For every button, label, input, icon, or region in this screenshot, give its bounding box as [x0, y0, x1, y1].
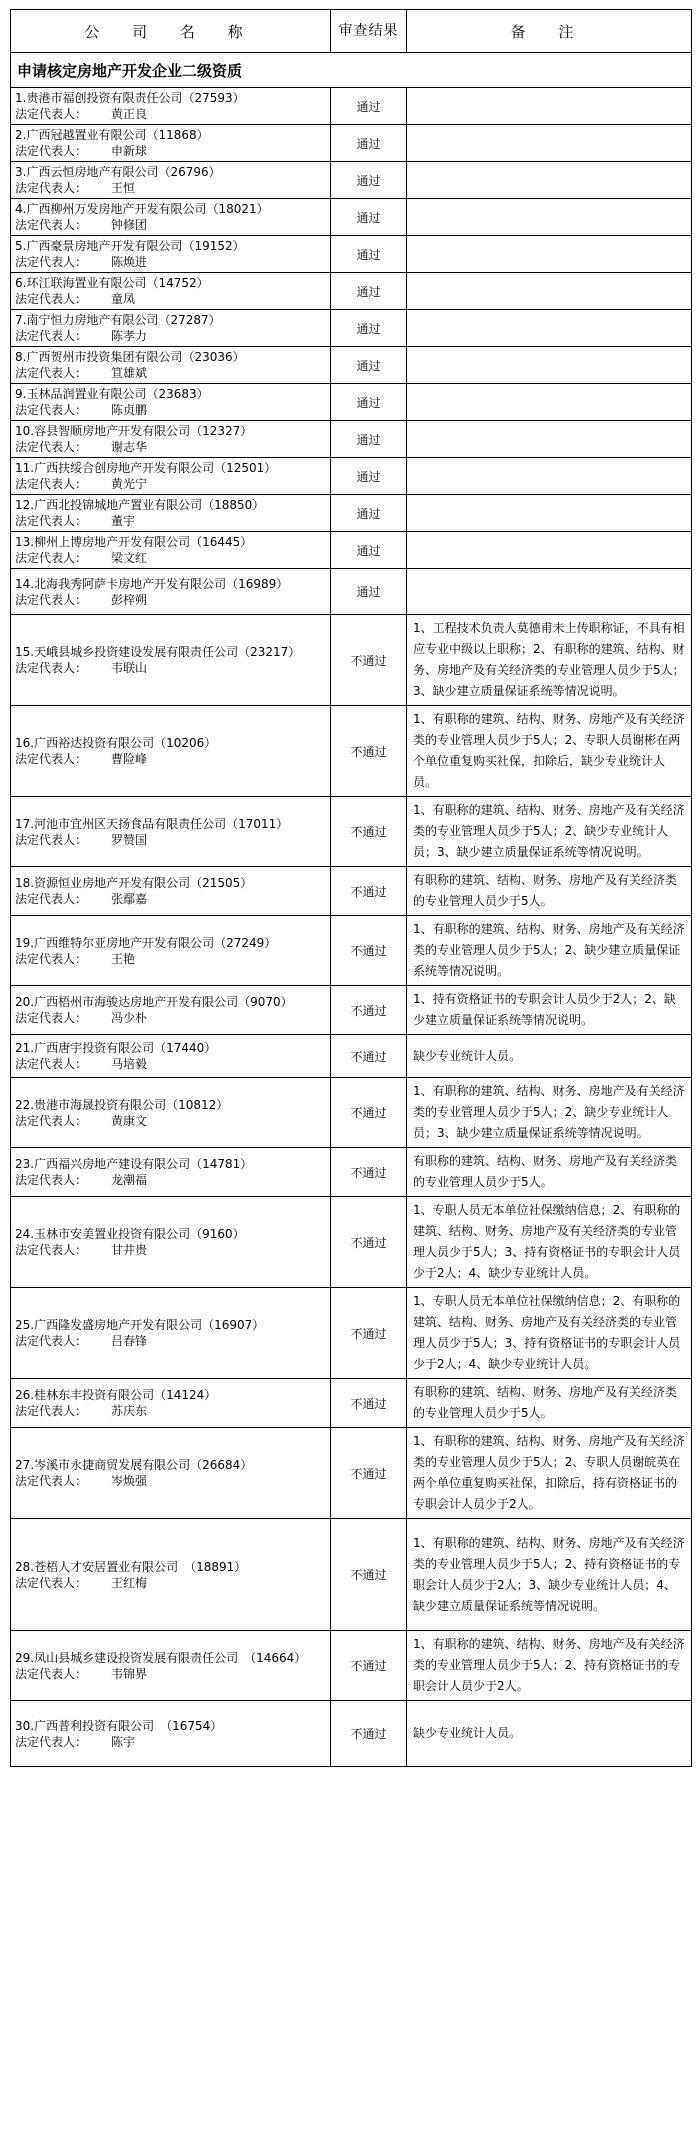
- table-row: [11, 199, 692, 236]
- result-cell: 不通过: [331, 1197, 407, 1288]
- legal-rep: [15, 1666, 326, 1682]
- remarks-cell: 1、有职称的建筑、结构、财务、房地产及有关经济类的专业管理人员少于5人；2、专职人员谢皖英在两个单位重复购买社保，扣除后，持有资格证书的专职会计人员少于2人。: [407, 1428, 692, 1519]
- legal-rep-name: 吕春锋: [111, 1334, 148, 1348]
- result-cell: 通过: [331, 88, 407, 125]
- legal-rep-label: 法定代表人：: [15, 292, 88, 306]
- table-row: [11, 458, 692, 495]
- result-cell: 通过: [331, 162, 407, 199]
- legal-rep: [15, 291, 326, 307]
- legal-rep-label: 法定代表人：: [15, 661, 88, 675]
- company-cell: [11, 1379, 331, 1428]
- table-row: [11, 88, 692, 125]
- company-cell: [11, 1428, 331, 1519]
- company-cell: [11, 706, 331, 797]
- remarks-cell: 1、专职人员无本单位社保缴纳信息；2、有职称的建筑、结构、财务、房地产及有关经济类的专业管理人员少于5人；3、持有资格证书的专职会计人员少于2人；4、缺少专业统计人员。: [407, 1288, 692, 1379]
- legal-rep: [15, 1172, 326, 1188]
- legal-rep-label: 法定代表人：: [15, 1334, 88, 1348]
- company-name: 8.广西贺州市投资集团有限公司（23036）: [15, 350, 245, 364]
- legal-rep-name: 陈焕进: [111, 255, 148, 269]
- company-cell: [11, 569, 331, 615]
- company-cell: [11, 916, 331, 986]
- company-cell: [11, 1701, 331, 1767]
- legal-rep-label: 法定代表人：: [15, 832, 88, 847]
- company-cell: [11, 1035, 331, 1078]
- legal-rep-name: 谢志华: [111, 440, 148, 454]
- legal-rep-name: 韦锦界: [111, 1666, 148, 1681]
- legal-rep-label: 法定代表人：: [15, 892, 88, 906]
- result-cell: 不通过: [331, 916, 407, 986]
- legal-rep-label: 法定代表人：: [15, 1575, 88, 1590]
- header-result: 审查结果: [331, 10, 407, 53]
- legal-rep: [15, 1734, 326, 1750]
- remarks-cell: [407, 458, 692, 495]
- remarks-cell: 有职称的建筑、结构、财务、房地产及有关经济类的专业管理人员少于5人。: [407, 1148, 692, 1197]
- table-row: [11, 706, 692, 797]
- company-cell: [11, 532, 331, 569]
- legal-rep: [15, 254, 326, 270]
- result-cell: 通过: [331, 347, 407, 384]
- legal-rep: [15, 439, 326, 455]
- company-name: 11.广西扶绥合创房地产开发有限公司（12501）: [15, 461, 277, 475]
- section-title: 申请核定房地产开发企业二级资质: [11, 53, 692, 88]
- remarks-cell: [407, 495, 692, 532]
- legal-rep-label: 法定代表人：: [15, 514, 88, 528]
- legal-rep-label: 法定代表人：: [15, 1734, 88, 1749]
- company-name: 13.柳州上博房地产开发有限公司（16445）: [15, 535, 253, 549]
- legal-rep-name: 黄康文: [111, 1113, 148, 1128]
- table-row: [11, 347, 692, 384]
- remarks-cell: 有职称的建筑、结构、财务、房地产及有关经济类的专业管理人员少于5人。: [407, 1379, 692, 1428]
- table-row: [11, 1379, 692, 1428]
- legal-rep-name: 岑焕强: [111, 1474, 148, 1488]
- result-cell: 不通过: [331, 615, 407, 706]
- legal-rep: [15, 1473, 326, 1489]
- company-cell: [11, 1197, 331, 1288]
- table-row: [11, 1428, 692, 1519]
- result-cell: 通过: [331, 125, 407, 162]
- legal-rep-name: 王恒: [111, 181, 136, 195]
- legal-rep: [15, 476, 326, 492]
- legal-rep-label: 法定代表人：: [15, 329, 88, 343]
- result-cell: 通过: [331, 495, 407, 532]
- company-name: 10.容县智顺房地产开发有限公司（12327）: [15, 424, 253, 438]
- legal-rep: [15, 751, 326, 767]
- legal-rep-name: 陈孝力: [111, 329, 148, 343]
- company-name: 22.贵港市海晟投资有限公司（10812）: [15, 1097, 229, 1112]
- legal-rep: [15, 365, 326, 381]
- company-name: 25.广西隆发盛房地产开发有限公司（16907）: [15, 1318, 265, 1332]
- table-row: [11, 1288, 692, 1379]
- table-row: [11, 384, 692, 421]
- remarks-cell: [407, 162, 692, 199]
- legal-rep-name: 苏庆东: [111, 1404, 148, 1418]
- legal-rep: [15, 217, 326, 233]
- remarks-cell: [407, 310, 692, 347]
- company-name: 18.资源恒业房地产开发有限公司（21505）: [15, 876, 253, 890]
- remarks-cell: 1、工程技术负责人莫德甫未上传职称证，不具有相应专业中级以上职称；2、有职称的建筑、结构、财务、房地产及有关经济类的专业管理人员少于5人；3、缺少建立质量保证系统等情况说明。: [407, 615, 692, 706]
- legal-rep-label: 法定代表人：: [15, 1666, 88, 1681]
- legal-rep-label: 法定代表人：: [15, 144, 88, 158]
- table-row: [11, 569, 692, 615]
- remarks-cell: 1、持有资格证书的专职会计人员少于2人；2、缺少建立质量保证系统等情况说明。: [407, 986, 692, 1035]
- legal-rep: [15, 106, 326, 122]
- remarks-cell: [407, 421, 692, 458]
- table-row: [11, 162, 692, 199]
- table-row: [11, 867, 692, 916]
- legal-rep-label: 法定代表人：: [15, 752, 88, 766]
- legal-rep: [15, 1010, 326, 1026]
- company-cell: [11, 1519, 331, 1631]
- company-name: 3.广西云恒房地产有限公司（26796）: [15, 165, 221, 179]
- table-row: [11, 273, 692, 310]
- result-cell: 不通过: [331, 1519, 407, 1631]
- company-name: 28.苍梧人才安居置业有限公司 （18891）: [15, 1559, 247, 1574]
- legal-rep: [15, 1575, 326, 1591]
- table-row: [11, 495, 692, 532]
- legal-rep-label: 法定代表人：: [15, 440, 88, 454]
- result-cell: 通过: [331, 273, 407, 310]
- remarks-cell: 缺少专业统计人员。: [407, 1035, 692, 1078]
- legal-rep-name: 王红梅: [111, 1575, 148, 1590]
- legal-rep-label: 法定代表人：: [15, 592, 88, 607]
- legal-rep: [15, 402, 326, 418]
- legal-rep-label: 法定代表人：: [15, 218, 88, 232]
- company-cell: [11, 1148, 331, 1197]
- legal-rep-name: 申新球: [111, 144, 148, 158]
- company-name: 5.广西豪景房地产开发有限公司（19152）: [15, 239, 245, 253]
- legal-rep: [15, 891, 326, 907]
- company-cell: [11, 1078, 331, 1148]
- result-cell: 不通过: [331, 1078, 407, 1148]
- company-name: 24.玉林市安美置业投资有限公司（9160）: [15, 1227, 245, 1241]
- legal-rep-name: 王艳: [111, 951, 136, 966]
- table-row: [11, 1078, 692, 1148]
- legal-rep: [15, 1056, 326, 1072]
- remarks-cell: [407, 347, 692, 384]
- company-cell: [11, 615, 331, 706]
- company-name: 17.河池市宜州区天扬食品有限责任公司（17011）: [15, 816, 289, 831]
- legal-rep: [15, 143, 326, 159]
- legal-rep: [15, 592, 326, 608]
- legal-rep-name: 笪雄斌: [111, 366, 148, 380]
- legal-rep-label: 法定代表人：: [15, 951, 88, 966]
- table-row: [11, 1035, 692, 1078]
- company-cell: [11, 986, 331, 1035]
- result-cell: 通过: [331, 421, 407, 458]
- legal-rep-name: 甘井贵: [111, 1243, 148, 1257]
- remarks-cell: 1、有职称的建筑、结构、财务、房地产及有关经济类的专业管理人员少于5人；2、持有资格证书的专职会计人员少于2人；3、缺少专业统计人员；4、缺少建立质量保证系统等情况说明。: [407, 1519, 692, 1631]
- remarks-cell: [407, 384, 692, 421]
- remarks-cell: 1、有职称的建筑、结构、财务、房地产及有关经济类的专业管理人员少于5人；2、缺少专业统计人员；3、缺少建立质量保证系统等情况说明。: [407, 1078, 692, 1148]
- table-row: [11, 1701, 692, 1767]
- legal-rep-name: 龙潮福: [111, 1173, 148, 1187]
- legal-rep-label: 法定代表人：: [15, 1113, 88, 1128]
- legal-rep-name: 黄正良: [111, 107, 148, 121]
- table-row: [11, 615, 692, 706]
- result-cell: 通过: [331, 569, 407, 615]
- legal-rep: [15, 513, 326, 529]
- remarks-cell: 1、有职称的建筑、结构、财务、房地产及有关经济类的专业管理人员少于5人；2、缺少专业统计人员；3、缺少建立质量保证系统等情况说明。: [407, 797, 692, 867]
- result-cell: 不通过: [331, 986, 407, 1035]
- company-name: 27.岑溪市永捷商贸发展有限公司（26684）: [15, 1458, 253, 1472]
- company-name: 14.北海我秀阿萨卡房地产开发有限公司（16989）: [15, 576, 289, 591]
- review-table: [10, 9, 692, 1767]
- company-name: 15.天峨县城乡投资建设发展有限责任公司（23217）: [15, 645, 301, 659]
- company-cell: [11, 347, 331, 384]
- remarks-cell: 有职称的建筑、结构、财务、房地产及有关经济类的专业管理人员少于5人。: [407, 867, 692, 916]
- legal-rep-label: 法定代表人：: [15, 1173, 88, 1187]
- legal-rep: [15, 1403, 326, 1419]
- table-row: [11, 532, 692, 569]
- legal-rep-name: 马培毅: [111, 1057, 148, 1071]
- company-name: 4.广西柳州万发房地产开发有限公司（18021）: [15, 202, 269, 216]
- company-cell: [11, 797, 331, 867]
- legal-rep-name: 曹险峰: [111, 752, 148, 766]
- legal-rep-name: 彭梓朔: [111, 592, 148, 607]
- legal-rep-name: 罗赞国: [111, 832, 148, 847]
- table-row: [11, 1631, 692, 1701]
- company-name: 19.广西维特尔亚房地产开发有限公司（27249）: [15, 935, 277, 950]
- legal-rep: [15, 660, 326, 676]
- result-cell: 不通过: [331, 867, 407, 916]
- legal-rep-name: 梁文红: [111, 551, 148, 565]
- legal-rep: [15, 1242, 326, 1258]
- result-cell: 通过: [331, 236, 407, 273]
- legal-rep-label: 法定代表人：: [15, 1243, 88, 1257]
- legal-rep-name: 张鄢嘉: [111, 892, 148, 906]
- table-row: [11, 310, 692, 347]
- company-name: 7.南宁恒力房地产有限公司（27287）: [15, 313, 221, 327]
- legal-rep-label: 法定代表人：: [15, 255, 88, 269]
- legal-rep-name: 冯少朴: [111, 1011, 148, 1025]
- result-cell: 不通过: [331, 706, 407, 797]
- table-row: [11, 916, 692, 986]
- remarks-cell: [407, 88, 692, 125]
- company-cell: [11, 273, 331, 310]
- header-row: [11, 10, 692, 53]
- company-cell: [11, 162, 331, 199]
- legal-rep-name: 陈宇: [111, 1734, 136, 1749]
- company-name: 21.广西唐宇投资有限公司（17440）: [15, 1041, 217, 1055]
- company-name: 16.广西裕达投资有限公司（10206）: [15, 736, 217, 750]
- result-cell: 通过: [331, 384, 407, 421]
- legal-rep-label: 法定代表人：: [15, 1474, 88, 1488]
- legal-rep-label: 法定代表人：: [15, 1404, 88, 1418]
- result-cell: 通过: [331, 458, 407, 495]
- legal-rep-label: 法定代表人：: [15, 181, 88, 195]
- table-row: [11, 236, 692, 273]
- legal-rep: [15, 550, 326, 566]
- legal-rep-name: 童凤: [111, 292, 136, 306]
- remarks-cell: [407, 273, 692, 310]
- company-name: 6.环江联海置业有限公司（14752）: [15, 276, 209, 290]
- legal-rep-name: 陈贞鹏: [111, 403, 148, 417]
- result-cell: 通过: [331, 199, 407, 236]
- legal-rep-name: 钟修团: [111, 218, 148, 232]
- company-name: 23.广西福兴房地产建设有限公司（14781）: [15, 1157, 253, 1171]
- company-cell: [11, 236, 331, 273]
- company-name: 12.广西北投锦城地产置业有限公司（18850）: [15, 498, 265, 512]
- legal-rep-label: 法定代表人：: [15, 403, 88, 417]
- result-cell: 不通过: [331, 1428, 407, 1519]
- legal-rep: [15, 1333, 326, 1349]
- remarks-cell: [407, 199, 692, 236]
- result-cell: 不通过: [331, 1379, 407, 1428]
- company-cell: [11, 125, 331, 162]
- company-cell: [11, 310, 331, 347]
- legal-rep-name: 韦联山: [111, 661, 148, 675]
- company-cell: [11, 495, 331, 532]
- remarks-cell: [407, 236, 692, 273]
- result-cell: 不通过: [331, 1631, 407, 1701]
- remarks-cell: 1、专职人员无本单位社保缴纳信息；2、有职称的建筑、结构、财务、房地产及有关经济类的专业管理人员少于5人；3、持有资格证书的专职会计人员少于2人；4、缺少专业统计人员。: [407, 1197, 692, 1288]
- company-cell: [11, 88, 331, 125]
- legal-rep-label: 法定代表人：: [15, 551, 88, 565]
- remarks-cell: 1、有职称的建筑、结构、财务、房地产及有关经济类的专业管理人员少于5人；2、专职人员谢彬在两个单位重复购买社保，扣除后，缺少专业统计人员。: [407, 706, 692, 797]
- remarks-cell: [407, 569, 692, 615]
- company-cell: [11, 1631, 331, 1701]
- table-row: [11, 1519, 692, 1631]
- company-cell: [11, 421, 331, 458]
- legal-rep-name: 董宇: [111, 514, 136, 528]
- company-name: 20.广西梧州市海骏达房地产开发有限公司（9070）: [15, 995, 293, 1009]
- table-row: [11, 797, 692, 867]
- legal-rep-label: 法定代表人：: [15, 366, 88, 380]
- remarks-cell: 缺少专业统计人员。: [407, 1701, 692, 1767]
- company-name: 30.广西普利投资有限公司 （16754）: [15, 1718, 223, 1733]
- company-name: 9.玉林品润置业有限公司（23683）: [15, 387, 209, 401]
- company-cell: [11, 1288, 331, 1379]
- legal-rep: [15, 951, 326, 967]
- legal-rep-label: 法定代表人：: [15, 477, 88, 491]
- company-cell: [11, 199, 331, 236]
- section-row: [11, 53, 692, 88]
- result-cell: 通过: [331, 532, 407, 569]
- legal-rep-name: 黄光宁: [111, 477, 148, 491]
- result-cell: 不通过: [331, 1288, 407, 1379]
- company-cell: [11, 867, 331, 916]
- result-cell: 不通过: [331, 1035, 407, 1078]
- company-cell: [11, 384, 331, 421]
- legal-rep-label: 法定代表人：: [15, 107, 88, 121]
- table-row: [11, 986, 692, 1035]
- result-cell: 不通过: [331, 1148, 407, 1197]
- result-cell: 不通过: [331, 797, 407, 867]
- remarks-cell: [407, 532, 692, 569]
- remarks-cell: 1、有职称的建筑、结构、财务、房地产及有关经济类的专业管理人员少于5人；2、持有资格证书的专职会计人员少于2人。: [407, 1631, 692, 1701]
- company-name: 1.贵港市福创投资有限责任公司（27593）: [15, 91, 245, 105]
- table-row: [11, 1197, 692, 1288]
- remarks-cell: 1、有职称的建筑、结构、财务、房地产及有关经济类的专业管理人员少于5人；2、缺少建立质量保证系统等情况说明。: [407, 916, 692, 986]
- legal-rep: [15, 832, 326, 848]
- table-row: [11, 125, 692, 162]
- result-cell: 不通过: [331, 1701, 407, 1767]
- company-name: 29.凤山县城乡建设投资发展有限责任公司 （14664）: [15, 1650, 307, 1665]
- company-name: 2.广西冠越置业有限公司（11868）: [15, 128, 209, 142]
- company-cell: [11, 458, 331, 495]
- header-company: 公 司 名 称: [11, 10, 331, 53]
- company-name: 26.桂林东丰投资有限公司（14124）: [15, 1388, 217, 1402]
- table-row: [11, 421, 692, 458]
- result-cell: 通过: [331, 310, 407, 347]
- header-remarks: 备 注: [407, 10, 692, 53]
- legal-rep: [15, 1113, 326, 1129]
- table-row: [11, 1148, 692, 1197]
- legal-rep: [15, 180, 326, 196]
- legal-rep: [15, 328, 326, 344]
- remarks-cell: [407, 125, 692, 162]
- legal-rep-label: 法定代表人：: [15, 1057, 88, 1071]
- legal-rep-label: 法定代表人：: [15, 1011, 88, 1025]
